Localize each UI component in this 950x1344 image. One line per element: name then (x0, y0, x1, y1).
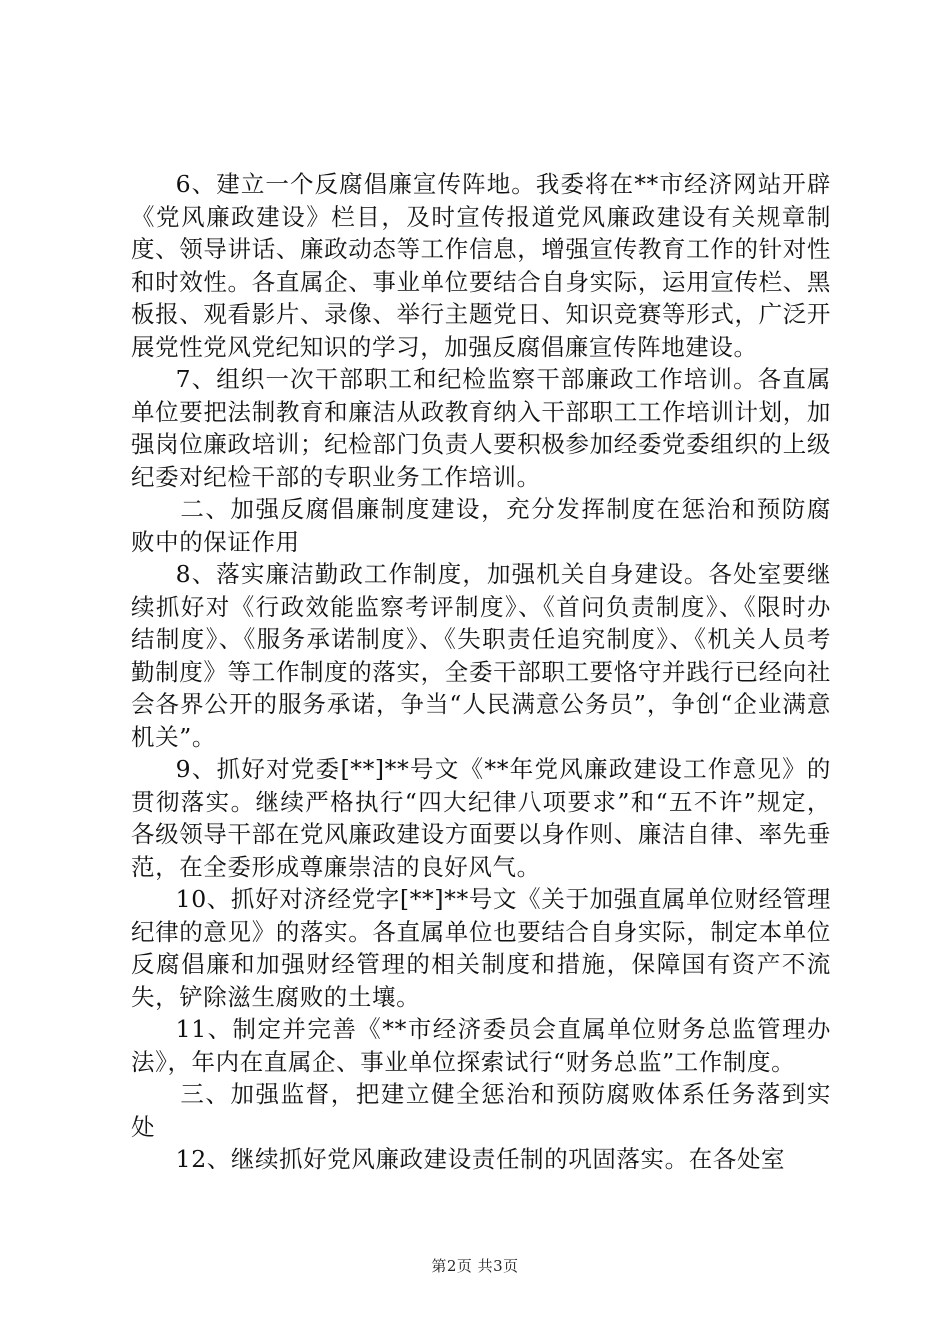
section-heading-2: 二、加强反腐倡廉制度建设，充分发挥制度在惩治和预防腐败中的保证作用 (131, 495, 831, 556)
paragraph-item-9: 9、抓好对党委[**]**号文《**年党风廉政建设工作意见》的贯彻落实。继续严格执行“四大纪律八项要求”和“五不许”规定，各级领导干部在党风廉政建设方面要以身作则、廉洁自律、率先垂范，在全委形成尊廉崇洁的良好风气。 (131, 755, 831, 881)
section-heading-3: 三、加强监督，把建立健全惩治和预防腐败体系任务落到实处 (131, 1080, 831, 1141)
paragraph-item-8: 8、落实廉洁勤政工作制度，加强机关自身建设。各处室要继续抓好对《行政效能监察考评制度》、《首问负责制度》、《限时办结制度》、《服务承诺制度》、《失职责任追究制度》、《机关人员考勤制度》等工作制度的落实，全委干部职工要恪守并践行已经向社会各界公开的服务承诺，争当“人民满意公务员”，争创“企业满意机关”。 (131, 560, 831, 751)
paragraph-item-10: 10、抓好对济经党字[**]**号文《关于加强直属单位财经管理纪律的意见》的落实。各直属单位也要结合自身实际，制定本单位反腐倡廉和加强财经管理的相关制度和措施，保障国有资产不流失，铲除滋生腐败的土壤。 (131, 885, 831, 1011)
page-number-footer: 第2页 共3页 (431, 1257, 519, 1275)
paragraph-item-12: 12、继续抓好党风廉政建设责任制的巩固落实。在各处室 (175, 1145, 786, 1173)
document-body (131, 168, 831, 1176)
paragraph-item-11: 11、制定并完善《**市经济委员会直属单位财务总监管理办法》，年内在直属企、事业单位探索试行“财务总监”工作制度。 (131, 1015, 831, 1076)
paragraph-item-7: 7、组织一次干部职工和纪检监察干部廉政工作培训。各直属单位要把法制教育和廉洁从政教育纳入干部职工工作培训计划，加强岗位廉政培训；纪检部门负责人要积极参加经委党委组织的上级纪委对纪检干部的专职业务工作培训。 (131, 365, 831, 491)
paragraph-item-6: 6、建立一个反腐倡廉宣传阵地。我委将在**市经济网站开辟《党风廉政建设》栏目，及时宣传报道党风廉政建设有关规章制度、领导讲话、廉政动态等工作信息，增强宣传教育工作的针对性和时效性。各直属企、事业单位要结合自身实际，运用宣传栏、黑板报、观看影片、录像、举行主题党日、知识竞赛等形式，广泛开展党性党风党纪知识的学习，加强反腐倡廉宣传阵地建设。 (131, 170, 831, 361)
